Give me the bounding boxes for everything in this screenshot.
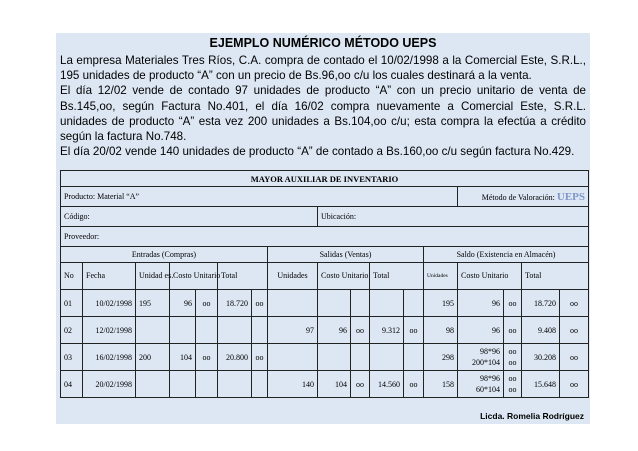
col-costo-entradas: Costo Unitario	[170, 263, 218, 290]
cell-total-entradas: 18.720	[218, 290, 252, 317]
col-unidades-entradas: Unidad es.	[136, 263, 170, 290]
cell-costo-saldo-dec	[504, 371, 522, 398]
cell-unidades-salidas	[268, 290, 318, 317]
costo-line-1: 98*96	[480, 374, 500, 383]
cell-costo-salidas: 104	[318, 371, 351, 398]
cell-costo-saldo	[458, 371, 504, 398]
cell-unidades-entradas: 195	[136, 290, 170, 317]
cell-costo-entradas	[170, 371, 196, 398]
cell-fecha: 12/02/1998	[83, 317, 136, 344]
inventory-ledger	[60, 170, 589, 398]
cell-costo-salidas	[318, 290, 351, 317]
cell-unidades-saldo: 195	[424, 290, 458, 317]
cell-total-saldo: 15.648	[522, 371, 560, 398]
col-unidades-saldo: Unidades	[424, 263, 458, 290]
slide	[56, 33, 590, 424]
cell-fecha: 20/02/1998	[83, 371, 136, 398]
cell-unidades-salidas: 97	[268, 317, 318, 344]
dec-line-2: oo	[508, 385, 517, 394]
page-title: EJEMPLO NUMÉRICO MÉTODO UEPS	[209, 36, 437, 50]
cell-total-entradas-dec	[252, 371, 268, 398]
cell-total-salidas	[370, 344, 404, 371]
cell-costo-entradas	[170, 317, 196, 344]
location-label: Ubicación:	[318, 207, 589, 227]
cell-total-salidas-dec: oo	[404, 371, 424, 398]
group-saldo: Saldo (Existencia en Almacén)	[424, 247, 589, 263]
cell-total-salidas: 9.312	[370, 317, 404, 344]
code-label: Código:	[61, 207, 318, 227]
cell-total-entradas: 20.800	[218, 344, 252, 371]
paragraph-3: El día 20/02 vende 140 unidades de producto “A” de contado a Bs.160,oo c/u según factura No.429.	[60, 145, 575, 159]
dec-line-2: oo	[508, 358, 517, 367]
valuation-cell	[458, 187, 589, 207]
group-salidas: Salidas (Ventas)	[268, 247, 424, 263]
cell-total-salidas-dec	[404, 344, 424, 371]
cell-costo-entradas-dec: oo	[196, 290, 218, 317]
cell-unidades-entradas	[136, 317, 170, 344]
col-total-salidas: Total	[370, 263, 424, 290]
cell-costo-entradas: 96	[170, 290, 196, 317]
cell-costo-entradas: 104	[170, 344, 196, 371]
cell-total-saldo: 30.208	[522, 344, 560, 371]
cell-unidades-saldo: 298	[424, 344, 458, 371]
cell-costo-salidas-dec: oo	[351, 317, 370, 344]
col-no: No	[61, 263, 83, 290]
col-unidades-salidas: Unidades	[268, 263, 318, 290]
cell-costo-saldo: 96	[458, 317, 504, 344]
cell-total-saldo: 9.408	[522, 317, 560, 344]
cell-costo-entradas-dec: oo	[196, 344, 218, 371]
author-signature: Licda. Romelia Rodríguez	[480, 411, 584, 421]
cell-costo-saldo-dec: oo	[504, 317, 522, 344]
cell-no: 04	[61, 371, 83, 398]
cell-unidades-entradas: 200	[136, 344, 170, 371]
cell-no: 03	[61, 344, 83, 371]
cell-total-saldo-dec: oo	[560, 317, 589, 344]
dec-line-1: oo	[508, 374, 517, 383]
cell-unidades-salidas: 140	[268, 371, 318, 398]
valuation-value: UEPS	[556, 190, 585, 203]
table-row	[61, 371, 589, 398]
problem-statement	[60, 53, 586, 159]
cell-costo-salidas-dec	[351, 344, 370, 371]
cell-total-entradas-dec	[252, 317, 268, 344]
cell-total-saldo: 18.720	[522, 290, 560, 317]
cell-costo-entradas-dec	[196, 317, 218, 344]
table-row	[61, 344, 589, 371]
cell-costo-salidas	[318, 344, 351, 371]
cell-fecha: 10/02/1998	[83, 290, 136, 317]
paragraph-2: El día 12/02 vende de contado 97 unidades de producto “A” con un precio unitario de venta de Bs.145,oo, según Factura No.401, el día 16/02 compra nuevamente a Comercial Este, S.R.L. unidades de producto “A” esta vez 200 unidades a Bs.104,oo c/u; esta compra la efectúa a crédito según la factura No.748.	[60, 84, 586, 144]
cell-costo-saldo-dec: oo	[504, 290, 522, 317]
ledger-heading: MAYOR AUXILIAR DE INVENTARIO	[61, 171, 589, 187]
cell-total-saldo-dec: oo	[560, 344, 589, 371]
cell-total-entradas-dec: oo	[252, 344, 268, 371]
cell-costo-saldo: 96	[458, 290, 504, 317]
paragraph-1: La empresa Materiales Tres Ríos, C.A. compra de contado el 10/02/1998 a la Comercial Este, S.R.L., 195 unidades de producto “A” con un precio de Bs.96,oo c/u los cuales destinará a la venta.	[60, 54, 586, 83]
product-label: Producto: Material “A”	[61, 187, 458, 207]
cell-total-salidas-dec	[404, 290, 424, 317]
costo-line-1: 98*96	[480, 347, 500, 356]
costo-line-2: 60*104	[476, 385, 500, 394]
cell-unidades-salidas	[268, 344, 318, 371]
col-costo-salidas: Costo Unitario	[318, 263, 370, 290]
cell-total-entradas	[218, 371, 252, 398]
cell-costo-saldo-dec	[504, 344, 522, 371]
cell-unidades-saldo: 158	[424, 371, 458, 398]
cell-unidades-saldo: 98	[424, 317, 458, 344]
cell-costo-saldo	[458, 344, 504, 371]
cell-fecha: 16/02/1998	[83, 344, 136, 371]
cell-costo-salidas-dec	[351, 290, 370, 317]
costo-line-2: 200*104	[472, 358, 500, 367]
supplier-label: Proveedor:	[61, 227, 589, 247]
cell-total-salidas	[370, 290, 404, 317]
valuation-label: Método de Valoración:	[481, 192, 555, 202]
cell-total-salidas-dec: oo	[404, 317, 424, 344]
cell-total-entradas-dec: oo	[252, 290, 268, 317]
cell-total-salidas: 14.560	[370, 371, 404, 398]
group-entradas: Entradas (Compras)	[61, 247, 268, 263]
cell-total-saldo-dec: oo	[560, 371, 589, 398]
cell-unidades-entradas	[136, 371, 170, 398]
cell-costo-entradas-dec	[196, 371, 218, 398]
cell-no: 02	[61, 317, 83, 344]
dec-line-1: oo	[508, 347, 517, 356]
table-row	[61, 317, 589, 344]
col-total-entradas: Total	[218, 263, 268, 290]
cell-costo-salidas-dec: oo	[351, 371, 370, 398]
cell-total-saldo-dec: oo	[560, 290, 589, 317]
col-total-saldo: Total	[522, 263, 589, 290]
cell-total-entradas	[218, 317, 252, 344]
col-fecha: Fecha	[83, 263, 136, 290]
col-costo-saldo: Costo Unitario	[458, 263, 522, 290]
table-row	[61, 290, 589, 317]
cell-costo-salidas: 96	[318, 317, 351, 344]
cell-no: 01	[61, 290, 83, 317]
